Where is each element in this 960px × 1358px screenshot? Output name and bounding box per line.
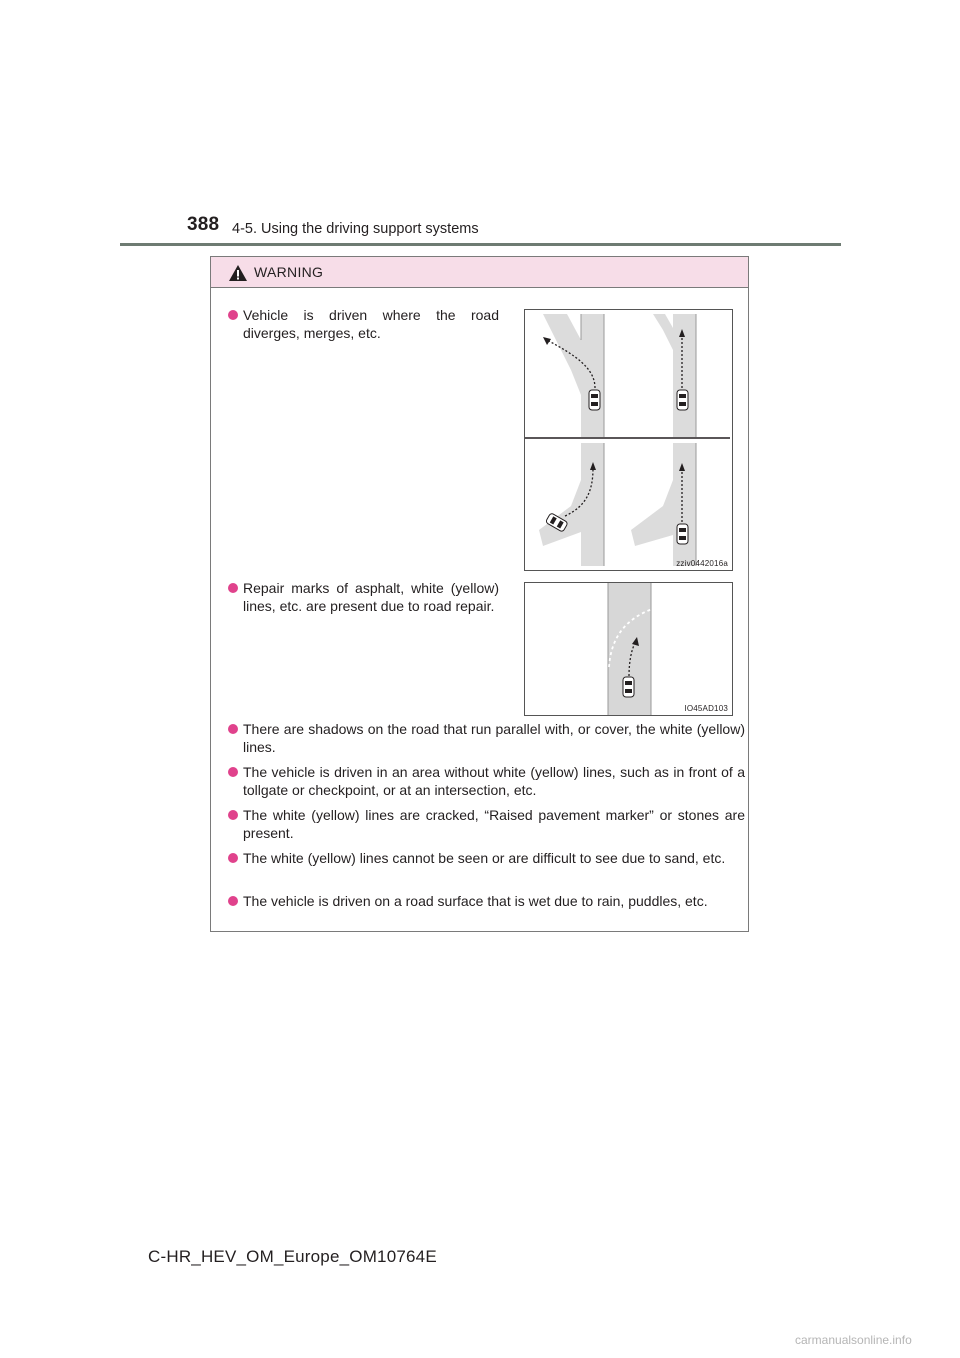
bullet-icon bbox=[228, 853, 238, 863]
list-item-text: Vehicle is driven where the road diverges, merges, etc. bbox=[243, 307, 499, 341]
warning-triangle-icon bbox=[228, 264, 248, 282]
warning-label: WARNING bbox=[254, 264, 324, 280]
watermark: carmanualsonline.info bbox=[795, 1333, 912, 1347]
figure-code: IO45AD103 bbox=[684, 704, 728, 713]
list-item-text: Repair marks of asphalt, white (yellow) lines, etc. are present due to road repair. bbox=[243, 580, 499, 614]
repair-marks-figure bbox=[524, 582, 733, 716]
warning-box bbox=[210, 256, 749, 932]
list-item-text: The vehicle is driven on a road surface that is wet due to rain, puddles, etc. bbox=[243, 893, 708, 909]
section-title: 4-5. Using the driving support systems bbox=[232, 221, 479, 237]
list-item-text: The white (yellow) lines are cracked, “Raised pavement marker” or stones are present. bbox=[243, 807, 745, 841]
repair-marks-illustration bbox=[525, 583, 732, 715]
road-diverge-figure bbox=[524, 309, 733, 571]
list-item-text: There are shadows on the road that run parallel with, or cover, the white (yellow) lines. bbox=[243, 721, 745, 755]
list-item-text: The white (yellow) lines cannot be seen or are difficult to see due to sand, etc. bbox=[243, 850, 726, 866]
list-item-text: The vehicle is driven in an area without white (yellow) lines, such as in front of a tollgate or checkpoint, or at an intersection, etc. bbox=[243, 764, 745, 798]
figure-code: zziv0442016a bbox=[676, 559, 728, 568]
header-divider bbox=[120, 243, 841, 246]
document-id: C-HR_HEV_OM_Europe_OM10764E bbox=[148, 1247, 437, 1266]
road-diverge-illustration bbox=[525, 310, 732, 570]
page-number: 388 bbox=[187, 214, 220, 235]
bullet-icon bbox=[228, 767, 238, 777]
bullet-icon bbox=[228, 724, 238, 734]
bullet-icon bbox=[228, 583, 238, 593]
warning-header bbox=[211, 257, 748, 288]
bullet-icon bbox=[228, 310, 238, 320]
bullet-icon bbox=[228, 810, 238, 820]
bullet-icon bbox=[228, 896, 238, 906]
